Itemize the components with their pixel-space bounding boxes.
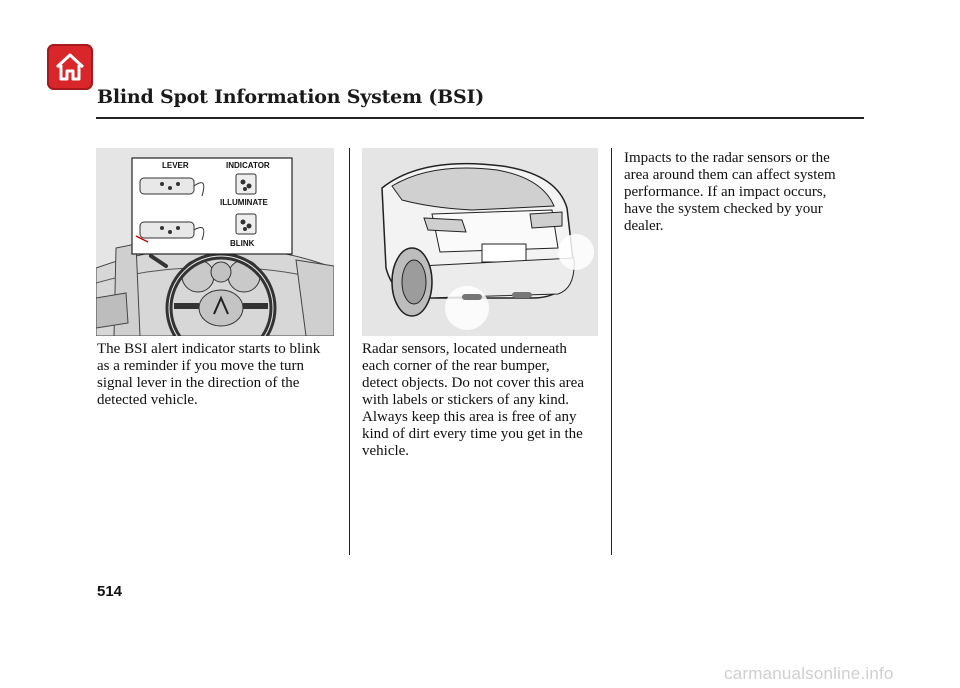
page-number: 514 [97, 583, 123, 600]
label-lever: LEVER [162, 161, 189, 170]
column-divider-1 [349, 148, 350, 555]
page-title: Blind Spot Information System (BSI) [97, 86, 485, 108]
column-1-text: The BSI alert indicator starts to blink as a reminder if you move the turn signal lever in the direction of the detected vehicle. [97, 341, 321, 408]
column-2-text: Radar sensors, located underneath each corner of the rear bumper, detect objects. Do not cover this area with labels or stickers of any kind. Always keep this area is free of any kind of dirt every time you get in the vehicle. [362, 341, 584, 459]
column-divider-2 [611, 148, 612, 555]
column-3-text: Impacts to the radar sensors or the area around them can affect system performance. If an impact occurs, have the system checked by your dealer. [624, 150, 836, 234]
label-indicator: INDICATOR [226, 161, 270, 170]
figure-dashboard [96, 148, 334, 336]
watermark: carmanualsonline.info [724, 664, 894, 683]
label-blink: BLINK [230, 239, 255, 248]
title-divider [96, 117, 864, 119]
bsi-indicator-blink-icon [236, 214, 256, 234]
home-button[interactable] [47, 44, 93, 90]
label-illuminate: ILLUMINATE [220, 198, 268, 207]
home-icon [53, 50, 87, 84]
bsi-indicator-illuminate-icon [236, 174, 256, 194]
figure-rear-bumper [362, 148, 598, 336]
